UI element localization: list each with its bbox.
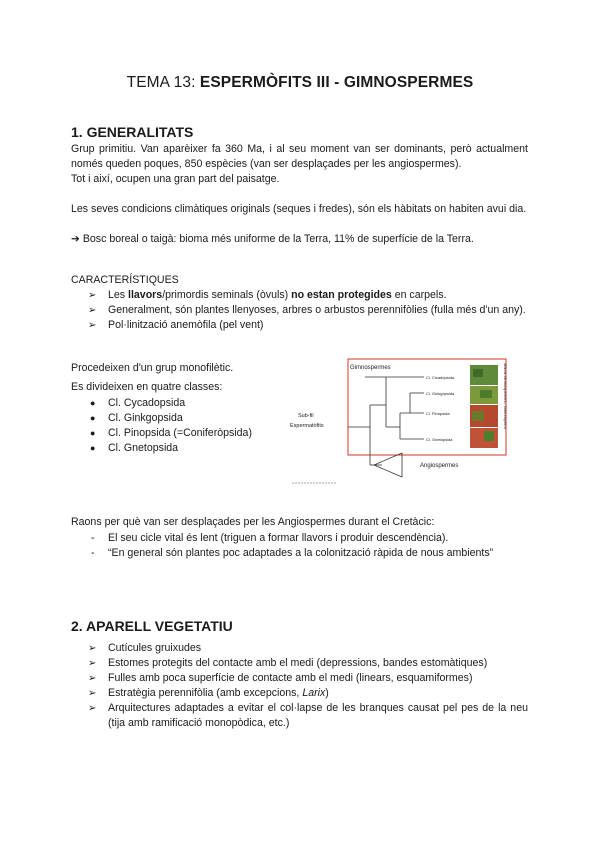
vegetative-list — [88, 641, 528, 731]
list-item: ➢ Cutícules gruixudes — [88, 641, 528, 656]
tree-branches — [348, 377, 424, 465]
reasons-intro: Raons per què van ser desplaçades per les Angiospermes durant el Cretàcic: — [71, 516, 435, 528]
intro-paragraph — [71, 142, 528, 187]
taiga-note: ➔ Bosc boreal o taigà: bioma més uniforme de la Terra, 11% de superfície de la Terra. — [71, 233, 474, 245]
title-prefix: TEMA 13: — [126, 74, 200, 91]
characteristics-heading: CARACTERÍSTIQUES — [71, 274, 179, 286]
section-2-heading: 2. APARELL VEGETATIU — [71, 618, 233, 634]
characteristics-list — [88, 288, 528, 333]
tip-label: Cl. Cicadòpsida — [426, 375, 455, 380]
phylogeny-diagram — [290, 355, 522, 487]
tip-label: Cl. Pinòpsida — [426, 411, 450, 416]
section-1-heading: 1. GENERALITATS — [71, 124, 194, 140]
list-item: ➢ Estomes protegits del contacte amb el medi (depressions, bandes estomàtiques) — [88, 656, 528, 671]
climate-paragraph: Les seves condicions climàtiques originals (seques i fredes), són els hàbitats on habiten avui dia. — [71, 203, 527, 215]
list-item: ➢ Fulles amb poca superfície de contacte amb el medi (linears, esquamiformes) — [88, 671, 528, 686]
list-item: - “En general són plantes poc adaptades a la colonització ràpida de nous ambients” — [88, 546, 528, 561]
list-item: ● Cl. Pinopsida (=Coniferòpsida) — [88, 426, 288, 441]
intro-line-1: Grup primitiu. Van aparèixer fa 360 Ma, i al seu moment van ser dominants, però actualment només queden poques, 850 espècies (van ser desplaçades per les angiospermes). — [71, 143, 528, 170]
list-item: ➢ Les llavors/primordis seminals (òvuls) no estan protegides en carpels. — [88, 288, 528, 303]
angiosperms-label: Angiospermes — [420, 463, 459, 469]
list-item: ➢ Generalment, són plantes llenyoses, arbres o arbustos perennifòlies (fulla més d'un any). — [88, 303, 528, 318]
classes-intro: Es divideixen en quatre classes: — [71, 381, 223, 393]
list-item: ➢ Pol·linització anemòfila (pel vent) — [88, 318, 528, 333]
page-title — [0, 74, 600, 92]
classes-list — [88, 396, 288, 456]
list-item: ● Cl. Ginkgopsida — [88, 411, 288, 426]
diagram-side-text: Marca-Gimnospermes / Gimnosperm — [503, 363, 508, 429]
clade-label-1: Sub-fil — [298, 413, 314, 419]
list-item: ● Cl. Gnetopsida — [88, 441, 288, 456]
tip-label: Cl. Ginkgòpsida — [426, 391, 455, 396]
reasons-list — [88, 531, 528, 561]
gymnosperms-label: Gimnospermes — [350, 365, 391, 371]
clade-label-2: Espermatòfits — [290, 423, 324, 429]
title-main: ESPERMÒFITS III - GIMNOSPERMES — [199, 74, 474, 91]
intro-line-2: Tot i així, ocupen una gran part del paisatge. — [71, 173, 280, 185]
list-item: - El seu cicle vital és lent (triguen a formar llavors i produir descendència). — [88, 531, 528, 546]
list-item: ➢ Estratègia perennifòlia (amb excepcions, Larix) — [88, 686, 528, 701]
list-item: ➢ Arquitectures adaptades a evitar el col·lapse de les branques causat pel pes de la neu (tija amb ramificació monopòdica, etc.) — [88, 701, 528, 731]
tip-label: Cl. Gnetòpsida — [426, 437, 453, 442]
list-item: ● Cl. Cycadopsida — [88, 396, 288, 411]
monophyletic-text: Procedeixen d'un grup monofilètic. — [71, 362, 234, 374]
